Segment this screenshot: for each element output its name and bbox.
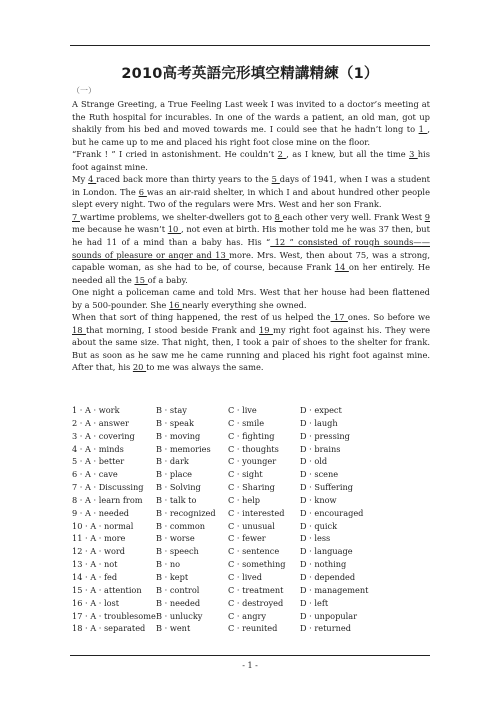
- option-choice: D · nothing: [300, 559, 347, 570]
- passage-text: each other very well. Frank West: [282, 211, 425, 222]
- passage-text: to me was always the same.: [146, 362, 264, 373]
- header-rule: [70, 45, 430, 46]
- option-choice: 2 · A · answer: [72, 417, 129, 428]
- answer-options: [72, 405, 432, 636]
- answer-blank: 16: [168, 299, 183, 310]
- option-choice: C · lived: [228, 571, 263, 582]
- option-choice: D · laugh: [300, 417, 338, 428]
- option-row: [72, 508, 432, 521]
- passage-text: , as I knew, but all the time: [286, 149, 410, 160]
- option-choice: D · brains: [300, 443, 341, 454]
- passage-text: days of 1941, when I was a student in London. The: [72, 174, 430, 197]
- passage-text: wartime problems, we shelter-dwellers got to: [79, 211, 275, 222]
- passage-text: me because he wasn’t: [72, 224, 168, 235]
- option-choice: C · unusual: [228, 520, 275, 531]
- option-choice: C · sight: [228, 469, 263, 480]
- option-choice: C · reunited: [228, 623, 278, 634]
- option-choice: B · memories: [156, 443, 211, 454]
- option-choice: C · help: [228, 494, 261, 505]
- option-choice: D · expect: [300, 405, 342, 415]
- option-choice: D · pressing: [300, 430, 350, 441]
- passage-text: “Frank ! ” I cried in astonishment. He couldn’t: [72, 149, 278, 160]
- option-choice: C · fewer: [228, 533, 266, 544]
- answer-blank: 20: [132, 362, 147, 373]
- answer-blank: 5: [271, 174, 280, 185]
- option-choice: C · thoughts: [228, 443, 279, 454]
- option-row: [72, 572, 432, 585]
- option-choice: 8 · A · learn from: [72, 494, 143, 505]
- option-row: [72, 482, 432, 495]
- option-choice: C · live: [228, 405, 257, 415]
- passage-text: When that sort of thing happened, the rest of us helped the: [72, 312, 331, 323]
- option-row: [72, 559, 432, 572]
- option-row: [72, 495, 432, 508]
- option-choice: B · moving: [156, 430, 201, 441]
- option-choice: 1 · A · work: [72, 405, 120, 415]
- option-row: [72, 611, 432, 624]
- option-choice: C · destroyed: [228, 597, 284, 608]
- option-row: [72, 469, 432, 482]
- answer-blank: 14: [334, 262, 349, 273]
- option-choice: B · unlucky: [156, 610, 203, 621]
- answer-blank: 2: [277, 149, 287, 160]
- option-choice: 11 · A · more: [72, 533, 126, 544]
- passage-paragraph: [72, 211, 430, 286]
- option-row: [72, 418, 432, 431]
- option-choice: C · fighting: [228, 430, 275, 441]
- document-title: 2010高考英語完形填空精講精練（1）: [121, 66, 379, 82]
- answer-blank: 10: [167, 224, 181, 235]
- option-choice: B · place: [156, 469, 192, 480]
- option-choice: D · old: [300, 456, 328, 467]
- answer-blank: 17: [330, 312, 348, 323]
- option-row: [72, 533, 432, 546]
- option-choice: D · depended: [300, 571, 356, 582]
- passage-text: my right foot against his. They were about the same size. That night, then, I took a pair of shoes to the shelter for frank. But as soon as he saw me he came running and placed his right foot against mine. After that, his: [72, 324, 430, 373]
- option-choice: C · Sharing: [228, 482, 275, 493]
- passage-text: , but he came up to me and placed his right foot close mine on the floor.: [72, 124, 430, 147]
- option-choice: 5 · A · better: [72, 456, 125, 467]
- option-choice: 12 · A · word: [72, 546, 126, 557]
- option-choice: D · unpopular: [300, 610, 358, 621]
- passage-paragraph: [72, 311, 430, 374]
- answer-blank: 7: [72, 211, 80, 222]
- passage-paragraph: [72, 173, 430, 211]
- option-choice: D · scene: [300, 469, 339, 480]
- option-choice: C · interested: [228, 507, 285, 518]
- option-choice: 7 · A · Discussing: [72, 482, 144, 493]
- answer-blank: 12 ” consisted of rough sounds——sounds of pleasure or anger and 13: [72, 237, 430, 260]
- passage-text: My: [72, 174, 89, 185]
- option-choice: C · something: [228, 559, 286, 570]
- option-choice: 13 · A · not: [72, 559, 118, 570]
- passage-paragraph: [72, 286, 430, 311]
- passage-text: was an air-raid shelter, in which I and about hundred other people slept every night. Two of the regulars were Mrs. West and her son Frank.: [72, 186, 430, 210]
- option-choice: 15 · A · attention: [72, 584, 142, 595]
- option-choice: B · control: [156, 584, 200, 595]
- passage-text: , not even at birth. His mother told me he was 37 then, but he had 11 of a mind than a baby has. His “: [72, 224, 430, 248]
- section-marker: （一）: [72, 86, 96, 95]
- answer-blank: 18: [72, 324, 86, 335]
- option-choice: B · went: [156, 623, 191, 634]
- answer-blank: 15: [134, 274, 148, 285]
- answer-blank: 6: [138, 186, 147, 197]
- option-row: [72, 598, 432, 611]
- option-row: [72, 431, 432, 444]
- option-row: [72, 456, 432, 469]
- option-choice: C · sentence: [228, 546, 280, 557]
- option-choice: B · speech: [156, 546, 199, 557]
- option-choice: D · left: [300, 597, 329, 608]
- passage-text: that morning, I stood beside Frank and: [85, 324, 260, 335]
- option-choice: B · no: [156, 559, 181, 570]
- option-choice: D · less: [300, 533, 331, 544]
- answer-blank: 9: [424, 211, 430, 222]
- option-choice: B · speak: [156, 417, 194, 428]
- option-choice: B · stay: [156, 405, 187, 415]
- option-choice: D · know: [300, 494, 337, 505]
- answer-blank: 8: [274, 211, 283, 222]
- answer-blank: 1: [418, 124, 428, 135]
- option-choice: D · returned: [300, 623, 351, 634]
- passage-text: more. Mrs. West, then about 75, was a strong, capable woman, as she had to be, of course, because Frank: [72, 249, 430, 273]
- option-choice: D · quick: [300, 520, 338, 531]
- passage-text: on her entirely. He needed all the: [72, 262, 431, 285]
- option-row: [72, 405, 432, 418]
- option-choice: C · smile: [228, 417, 265, 428]
- option-choice: 6 · A · cave: [72, 469, 118, 480]
- passage-text: of a baby.: [147, 274, 188, 285]
- page-number: - 1 -: [242, 661, 258, 670]
- option-choice: 10 · A · normal: [72, 520, 134, 531]
- option-row: [72, 444, 432, 457]
- option-row: [72, 521, 432, 534]
- option-choice: B · Solving: [156, 482, 201, 493]
- option-choice: 14 · A · fed: [72, 571, 118, 582]
- option-choice: D · language: [300, 546, 353, 557]
- option-choice: 4 · A · minds: [72, 443, 124, 454]
- option-choice: C · younger: [228, 456, 277, 467]
- passage-text: A Strange Greeting, a True Feeling Last week I was invited to a doctor’s meeting at the Ruth hospital for incurables. In one of the wards a patient, an old man, got up shakily from his bed and moved towards me. I could see that he hadn’t long to: [72, 99, 430, 135]
- passage-text: raced back more than thirty years to the: [96, 174, 272, 185]
- option-choice: C · angry: [228, 610, 267, 621]
- option-choice: 3 · A · covering: [72, 430, 135, 441]
- option-choice: D · encouraged: [300, 507, 364, 518]
- footer-rule: [70, 655, 430, 656]
- option-choice: D · Suffering: [300, 482, 353, 493]
- option-choice: C · treatment: [228, 584, 284, 595]
- option-choice: B · recognized: [156, 507, 216, 518]
- option-choice: B · common: [156, 520, 206, 531]
- passage-text: One night a policeman came and told Mrs. West that her house had been flattened by a 500-pounder. She: [72, 287, 430, 310]
- passage-text: nearly everything she owned.: [182, 299, 307, 310]
- option-choice: 9 · A · needed: [72, 507, 130, 518]
- option-choice: B · worse: [156, 533, 195, 544]
- option-choice: 18 · A · separated: [72, 623, 146, 634]
- passage-text: his foot against mine.: [72, 149, 430, 172]
- option-choice: 16 · A · lost: [72, 597, 119, 608]
- passage-text: ones. So before we: [347, 312, 430, 323]
- answer-blank: 3: [409, 149, 418, 160]
- option-row: [72, 546, 432, 559]
- cloze-passage: [72, 98, 430, 374]
- option-choice: D · management: [300, 584, 369, 595]
- option-choice: B · talk to: [156, 494, 197, 505]
- option-choice: B · dark: [156, 456, 189, 467]
- option-row: [72, 623, 432, 636]
- option-choice: 17 · A · troublesome: [72, 610, 156, 621]
- option-choice: B · needed: [156, 597, 201, 608]
- passage-paragraph: [72, 148, 430, 173]
- answer-blank: 4: [88, 174, 97, 185]
- option-choice: B · kept: [156, 571, 189, 582]
- option-row: [72, 585, 432, 598]
- answer-blank: 19: [259, 324, 273, 335]
- passage-paragraph: [72, 98, 430, 148]
